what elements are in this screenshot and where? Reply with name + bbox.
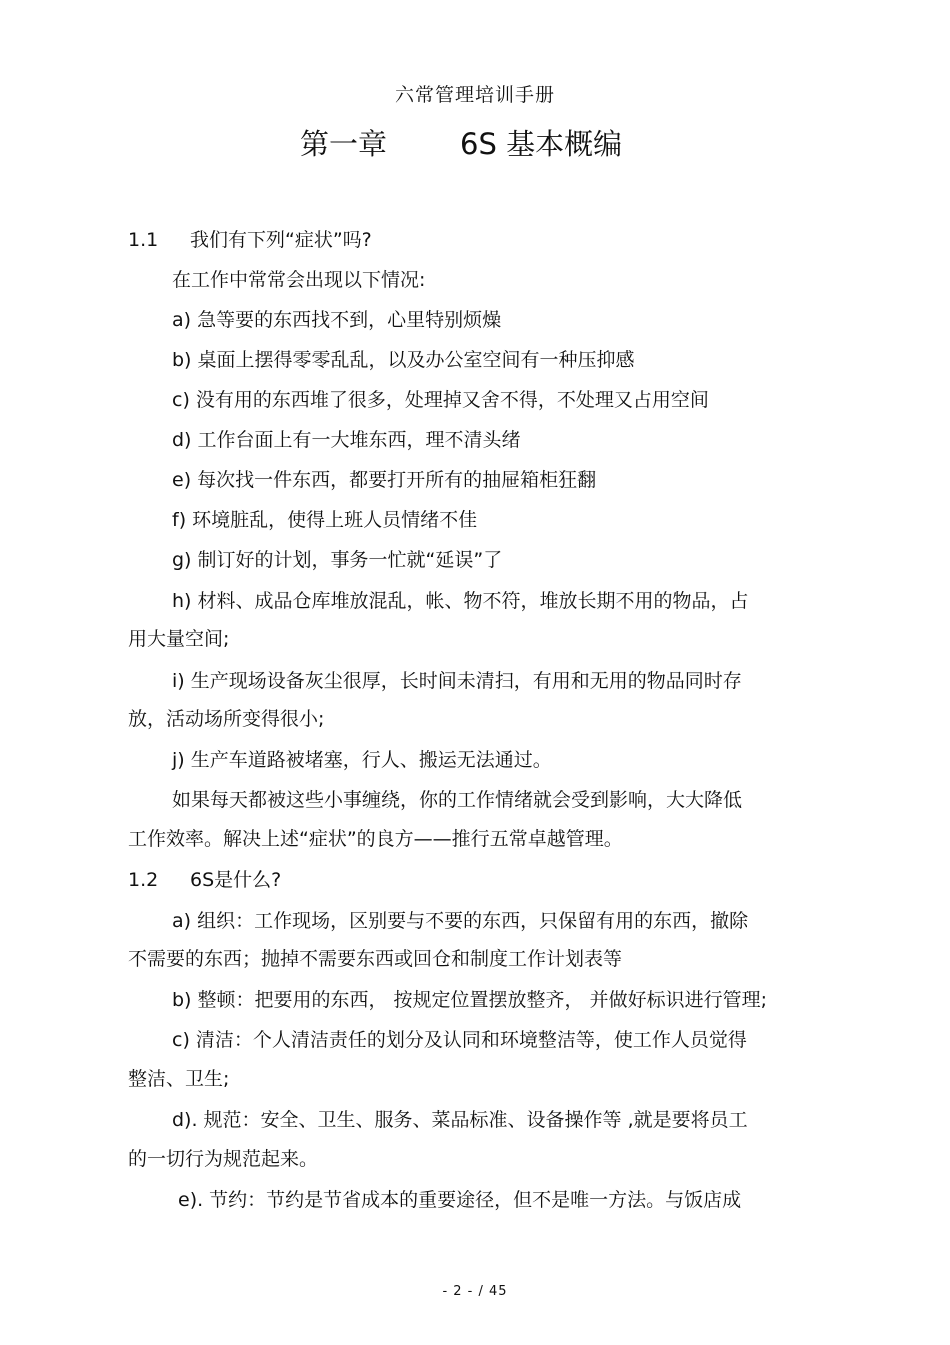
list-item: a) 组织：工作现场，区别要与不要的东西，只保留有用的东西，撤除 — [172, 910, 749, 932]
list-item-continuation: 用大量空间; — [128, 628, 230, 650]
chapter-heading — [300, 122, 622, 163]
list-item-continuation: 放，活动场所变得很小; — [128, 708, 325, 730]
paragraph-conclusion: 如果每天都被这些小事缠绕，你的工作情绪就会受到影响，大大降低 — [172, 789, 743, 811]
list-item: d). 规范：安全、卫生、服务、菜品标准、设备操作等 ,就是要将员工 — [172, 1109, 748, 1131]
running-header: 六常管理培训手册 — [394, 84, 555, 106]
chapter-number: 第一章 — [300, 127, 388, 161]
list-item: d) 工作台面上有一大堆东西，理不清头绪 — [172, 429, 521, 451]
list-item: c) 清洁：个人清洁责任的划分及认同和环境整洁等，使工作人员觉得 — [172, 1029, 747, 1051]
paragraph-continuation: 工作效率。解决上述“症状”的良方——推行五常卓越管理。 — [128, 828, 623, 850]
list-item: h) 材料、成品仓库堆放混乱，帐、物不符，堆放长期不用的物品，占 — [172, 590, 749, 612]
list-item: f) 环境脏乱，使得上班人员情绪不佳 — [172, 509, 478, 531]
list-item-continuation: 的一切行为规范起来。 — [128, 1148, 319, 1170]
list-item: e). 节约：节约是节省成本的重要途径，但不是唯一方法。与饭店成 — [178, 1189, 742, 1211]
section-number: 1.1 — [128, 229, 159, 251]
section-title: 我们有下列“症状”吗? — [190, 229, 372, 251]
list-item: b) 桌面上摆得零零乱乱，以及办公室空间有一种压抑感 — [172, 349, 635, 371]
list-item: j) 生产车道路被堵塞，行人、搬运无法通过。 — [172, 749, 552, 771]
list-item: i) 生产现场设备灰尘很厚，长时间未清扫，有用和无用的物品同时存 — [172, 670, 742, 692]
chapter-title: 6S 基本概编 — [460, 127, 623, 161]
list-item-continuation: 不需要的东西；抛掉不需要东西或回仓和制度工作计划表等 — [128, 948, 623, 970]
list-item-continuation: 整洁、卫生; — [128, 1068, 230, 1090]
list-item: a) 急等要的东西找不到，心里特别烦燥 — [172, 309, 502, 331]
section-heading-1-2 — [128, 868, 281, 892]
paragraph-intro: 在工作中常常会出现以下情况: — [172, 269, 426, 291]
page-number: - 2 - / 45 — [442, 1284, 508, 1299]
list-item: b) 整顿：把要用的东西， 按规定位置摆放整齐， 并做好标识进行管理; — [172, 989, 767, 1011]
section-number: 1.2 — [128, 869, 159, 891]
list-item: c) 没有用的东西堆了很多，处理掉又舍不得，不处理又占用空间 — [172, 389, 709, 411]
list-item: e) 每次找一件东西，都要打开所有的抽屉箱柜狂翻 — [172, 469, 597, 491]
section-title: 6S是什么? — [190, 869, 282, 891]
section-heading-1-1 — [128, 228, 372, 252]
list-item: g) 制订好的计划，事务一忙就“延误”了 — [172, 549, 503, 571]
